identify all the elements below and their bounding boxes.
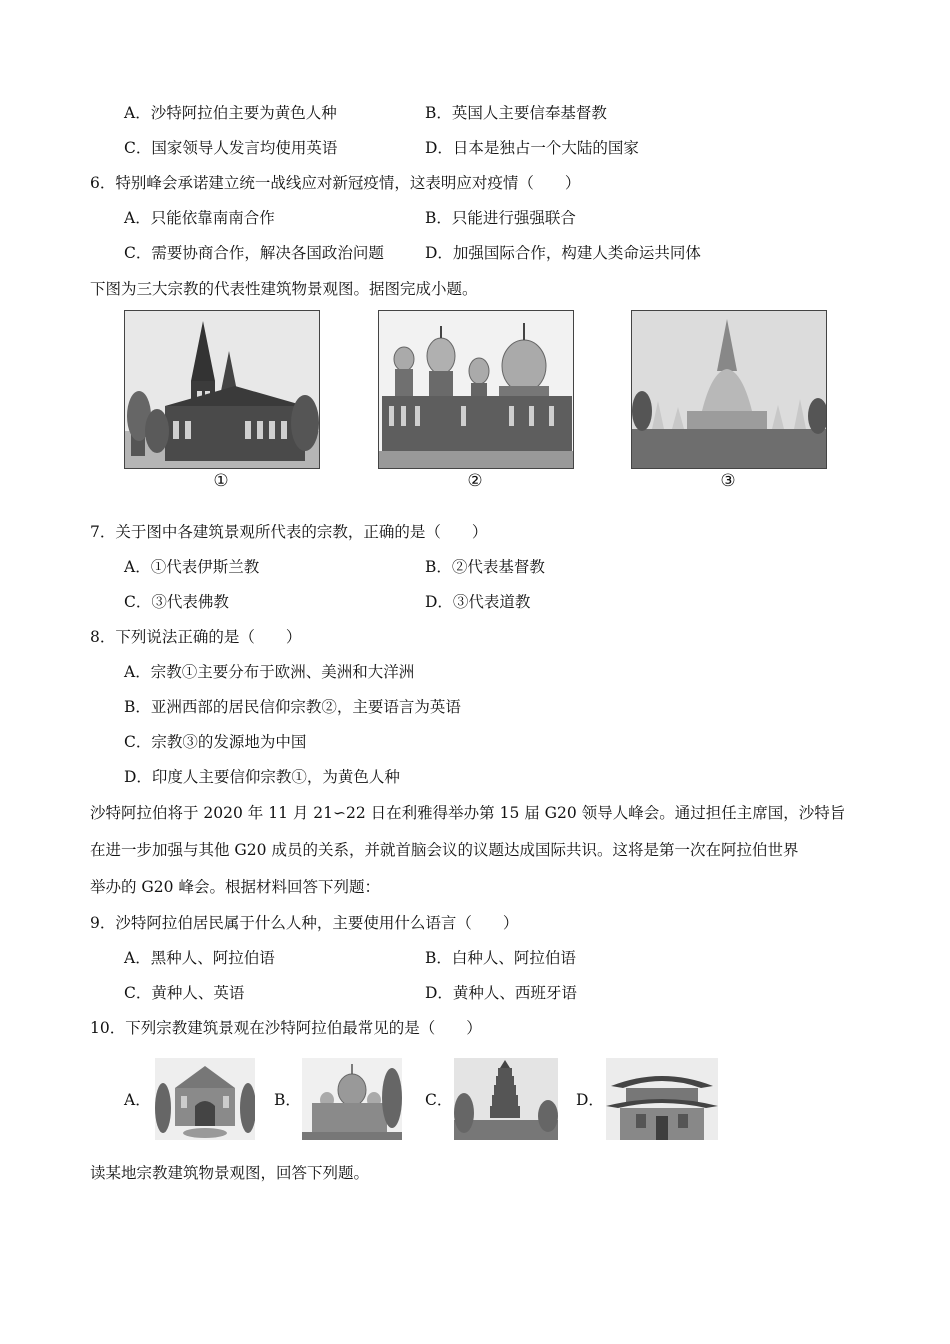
caption-2: ②: [467, 471, 483, 491]
material-line-1: 沙特阿拉伯将于 2020 年 11 月 21∽22 日在利雅得举办第 15 届 G20 领导人峰会。通过担任主席国，沙特旨: [90, 804, 846, 822]
church-thumbnail: [155, 1058, 255, 1140]
q5-option-d: D．日本是独占一个大陆的国家: [425, 139, 639, 157]
q10-label-b: B．: [274, 1091, 301, 1109]
q7-option-a: A．①代表伊斯兰教: [124, 558, 260, 576]
q10-stem: 10．下列宗教建筑景观在沙特阿拉伯最常见的是（ ）: [90, 1019, 482, 1037]
q7-option-b: B．②代表基督教: [425, 558, 545, 576]
q8-stem: 8．下列说法正确的是（ ）: [90, 628, 302, 646]
q8-option-c: C．宗教③的发源地为中国: [124, 733, 307, 751]
intro-religious-building-scene: 读某地宗教建筑物景观图，回答下列题。: [90, 1164, 370, 1182]
q5-option-b: B．英国人主要信奉基督教: [425, 104, 607, 122]
q8-option-d: D．印度人主要信仰宗教①，为黄色人种: [124, 768, 400, 786]
q5-option-c: C．国家领导人发言均使用英语: [124, 139, 338, 157]
q6-option-a: A．只能依靠南南合作: [124, 209, 275, 227]
q9-option-d: D．黄种人、西班牙语: [425, 984, 577, 1002]
q6-option-c: C．需要协商合作，解决各国政治问题: [124, 244, 384, 262]
caption-3: ③: [720, 471, 736, 491]
q7-option-c: C．③代表佛教: [124, 593, 229, 611]
q9-option-c: C．黄种人、英语: [124, 984, 245, 1002]
q9-option-b: B．白种人、阿拉伯语: [425, 949, 576, 967]
q7-option-d: D．③代表道教: [425, 593, 531, 611]
q6-stem: 6．特别峰会承诺建立统一战线应对新冠疫情，这表明应对疫情（ ）: [90, 174, 581, 192]
chinese-temple-thumbnail: [606, 1058, 718, 1140]
q9-option-a: A．黑种人、阿拉伯语: [124, 949, 275, 967]
material-line-3: 举办的 G20 峰会。根据材料回答下列题：: [90, 878, 380, 896]
q7-stem: 7．关于图中各建筑景观所代表的宗教，正确的是（ ）: [90, 523, 488, 541]
mosque-thumbnail: [302, 1058, 402, 1140]
q8-option-b: B．亚洲西部的居民信仰宗教②，主要语言为英语: [124, 698, 461, 716]
q8-option-a: A．宗教①主要分布于欧洲、美洲和大洋洲: [124, 663, 415, 681]
caption-1: ①: [213, 471, 229, 491]
q10-label-c: C．: [425, 1091, 453, 1109]
q10-label-d: D．: [576, 1091, 604, 1109]
material-line-2: 在进一步加强与其他 G20 成员的关系，并就首脑会议的议题达成国际共识。这将是第一次在阿拉伯世界: [90, 841, 799, 859]
q6-option-b: B．只能进行强强联合: [425, 209, 576, 227]
q5-option-a: A．沙特阿拉伯主要为黄色人种: [124, 104, 337, 122]
pagoda-photo: [631, 310, 827, 469]
q10-label-a: A．: [124, 1091, 151, 1109]
church-photo: [124, 310, 320, 469]
q6-option-d: D．加强国际合作，构建人类命运共同体: [425, 244, 701, 262]
intro-religious-buildings: 下图为三大宗教的代表性建筑物景观图。据图完成小题。: [90, 280, 478, 298]
pagoda-tower-thumbnail: [454, 1058, 558, 1140]
mosque-photo: [378, 310, 574, 469]
q9-stem: 9．沙特阿拉伯居民属于什么人种，主要使用什么语言（ ）: [90, 914, 519, 932]
